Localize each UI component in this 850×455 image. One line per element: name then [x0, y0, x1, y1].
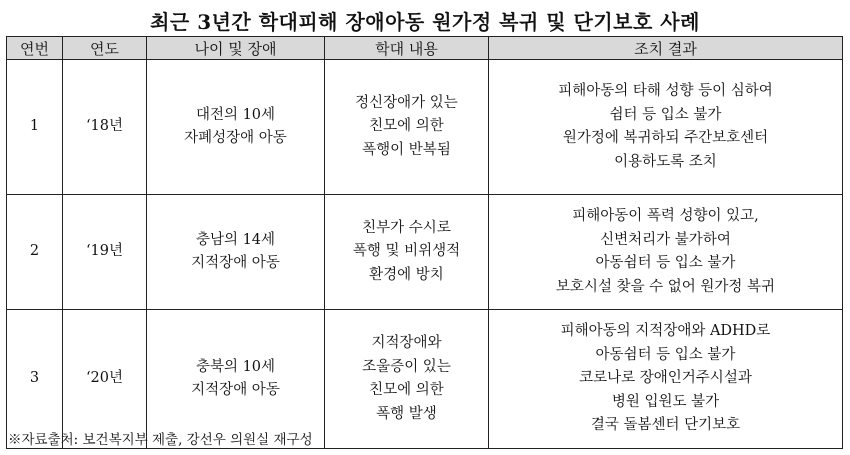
cell-line: 이용하도록 조치 — [614, 153, 717, 170]
cell-action — [489, 60, 843, 195]
column-header-action: 조치 결과 — [489, 37, 843, 60]
cell-line: 지적장애 아동 — [191, 255, 280, 271]
cell-line: 정신장애가 있는 — [355, 94, 458, 111]
cell-line: 결국 돌봄센터 단기보호 — [590, 417, 741, 434]
case-table — [6, 36, 843, 449]
cell-line: 피해아동의 지적장애와 ADHD로 — [560, 323, 771, 340]
cell-line: 병원 입원도 불가 — [611, 393, 720, 410]
cell-year: ‘18년 — [63, 60, 147, 195]
cell-abuse — [325, 195, 489, 310]
cell-line: 보호시설 찾을 수 없어 원가정 복귀 — [555, 278, 776, 295]
column-header-year: 연도 — [63, 37, 147, 60]
table-header-row — [7, 37, 843, 60]
cell-line: 친모에 의한 — [369, 382, 444, 398]
cell-no: 3 — [7, 310, 63, 449]
cell-line: 쉼터 등 입소 불가 — [609, 106, 722, 123]
cell-line: 조울증이 있는 — [362, 358, 451, 375]
cell-line: 지적장애와 — [371, 335, 442, 351]
cell-line: 폭행 발생 — [376, 405, 437, 422]
table-row — [7, 195, 843, 310]
cell-line: 폭행이 반복됨 — [362, 141, 451, 158]
cell-action — [489, 310, 843, 449]
cell-line: 자폐성장애 아동 — [184, 130, 287, 146]
column-header-no: 연번 — [7, 37, 63, 60]
cell-abuse — [325, 310, 489, 449]
cell-age-disability — [147, 60, 325, 195]
cell-action — [489, 195, 843, 310]
cell-year: ‘20년 — [63, 310, 147, 449]
cell-line: 폭행 및 비위생적 — [352, 243, 461, 260]
cell-line: 아동쉼터 등 입소 불가 — [595, 255, 736, 271]
cell-line: 신변처리가 불가하여 — [600, 231, 731, 248]
cell-line: 아동쉼터 등 입소 불가 — [595, 346, 736, 363]
table-row — [7, 60, 843, 195]
cell-line: 코로나로 장애인거주시설과 — [579, 370, 752, 387]
cell-abuse — [325, 60, 489, 195]
cell-line: 친모에 의한 — [369, 118, 444, 135]
cell-no: 2 — [7, 195, 63, 310]
cell-age-disability — [147, 195, 325, 310]
cell-line: 지적장애 아동 — [191, 382, 280, 398]
source-note: ※자료출처: 보건복지부 제출, 강선우 의원실 재구성 — [8, 432, 313, 448]
cell-line: 피해아동이 폭력 성향이 있고, — [572, 208, 759, 224]
cell-year: ‘19년 — [63, 195, 147, 310]
cell-line: 원가정에 복귀하되 주간보호센터 — [562, 130, 769, 146]
column-header-abuse: 학대 내용 — [325, 37, 489, 60]
cell-no: 1 — [7, 60, 63, 195]
cell-line: 피해아동의 타해 성향 등이 심하여 — [558, 83, 773, 99]
column-header-age-disability: 나이 및 장애 — [147, 37, 325, 60]
cell-line: 친부가 수시로 — [362, 219, 451, 236]
page-title: 최근 3년간 학대피해 장애아동 원가정 복귀 및 단기보호 사례 — [150, 10, 700, 34]
cell-line: 충남의 14세 — [195, 231, 276, 248]
cell-line: 대전의 10세 — [195, 106, 276, 123]
cell-line: 충북의 10세 — [195, 358, 276, 375]
cell-line: 환경에 방치 — [369, 266, 444, 283]
